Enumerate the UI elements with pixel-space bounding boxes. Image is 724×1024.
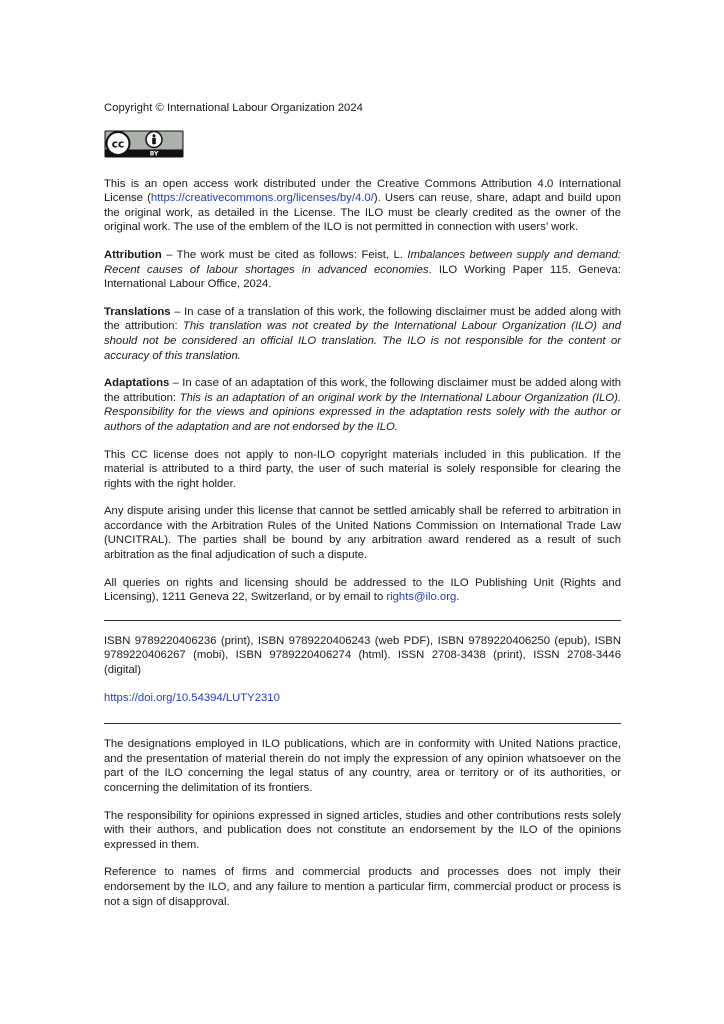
queries-text: All queries on rights and licensing should be addressed to the ILO Publishing Unit (Rights and Licensing), 1211 Geneva 22, Switzerland, or by email to [104, 576, 621, 604]
translations-text: – In case of a translation of this work, the following disclaimer must be added along with the attribution: [104, 305, 621, 333]
doi-link[interactable]: https://doi.org/10.54394/LUTY2310 [104, 691, 280, 704]
adaptations-paragraph [104, 376, 621, 434]
firms-disclaimer: Reference to names of firms and commercial products and processes does not imply their endorsement by the ILO, and any failure to mention a particular firm, commercial product or process is not a sign of disapproval. [104, 866, 621, 908]
person-icon-head [153, 134, 156, 137]
attribution-text-end: . ILO Working Paper 115. Geneva: International Labour Office, 2024. [104, 263, 621, 291]
adaptations-text: – In case of an adaptation of this work, the following disclaimer must be added along with the attribution: [104, 377, 621, 404]
attribution-paragraph [104, 248, 621, 292]
divider-top [104, 620, 621, 621]
copyright-page [104, 101, 621, 922]
attribution-text: – The work must be cited as follows: Feist, L. [161, 248, 408, 261]
queries-paragraph [104, 576, 621, 605]
isbn-paragraph: ISBN 9789220406236 (print), ISBN 9789220406243 (web PDF), ISBN 9789220406250 (epub), ISBN 9789220406267 (mobi), ISBN 9789220406274 (html). ISSN 2708-3438 (print), ISSN 2708-3446 (digital) [104, 634, 621, 677]
license-intro-text-end: ). Users can reuse, share, adapt and build upon the original work, as detailed in the License. The ILO must be clearly credited as the owner of the original work. The use of the emblem of the ILO is not permitted in connection with users’ work. [104, 192, 621, 234]
adaptations-label: Adaptations [104, 377, 170, 390]
translations-label: Translations [104, 305, 171, 318]
by-label: BY [149, 150, 159, 158]
copyright-notice: Copyright © International Labour Organization 2024 [104, 102, 363, 114]
translations-paragraph [104, 305, 621, 363]
cc-icon-text: cc [111, 138, 125, 151]
third-party-paragraph: This CC license does not apply to non-ILO copyright materials included in this publication. If the material is attributed to a third party, the user of such material is solely responsible for clearing the rights with the right holder. [104, 448, 621, 490]
attribution-title: Imbalances between supply and demand: Recent causes of labour shortages in advanced economies [104, 248, 621, 276]
person-icon-body [152, 137, 156, 144]
doi-line [104, 691, 621, 706]
adaptations-disclaimer: This is an adaptation of an original work by the International Labour Organization (ILO). Responsibility for the views and opinions expressed in the adaptation rests solely with the author or authors of the adaptation and are not endorsed by the ILO. [104, 391, 621, 433]
cc-by-license-badge [104, 130, 184, 158]
email-link[interactable]: rights@ilo.org [386, 591, 457, 604]
queries-text-end: . [456, 591, 460, 604]
dispute-paragraph: Any dispute arising under this license that cannot be settled amicably shall be referred to arbitration in accordance with the Arbitration Rules of the United Nations Commission on International Trade Law (UNCITRAL). The parties shall be bound by any arbitration award rendered as a result of such arbitration as the final adjudication of such a dispute. [104, 505, 621, 562]
designations-disclaimer: The designations employed in ILO publications, which are in conformity with United Nations practice, and the presentation of material therein do not imply the expression of any opinion whatsoever on the part of the ILO concerning the legal status of any country, area or territory or of its authorities, or concerning the delimitation of its frontiers. [104, 738, 621, 794]
responsibility-disclaimer: The responsibility for opinions expressed in signed articles, studies and other contributions rests solely with their authors, and publication does not constitute an endorsement by the ILO of the opinions expressed in them. [104, 809, 621, 851]
attribution-label: Attribution [104, 248, 162, 261]
translations-disclaimer: This translation was not created by the International Labour Organization (ILO) and should not be considered an official ILO translation. The ILO is not responsible for the content or accuracy of this translation. [104, 320, 621, 362]
license-link[interactable]: https://creativecommons.org/licenses/by/4.0/ [150, 192, 374, 205]
license-intro-text: This is an open access work distributed under the Creative Commons Attribution 4.0 International License ( [104, 177, 621, 205]
license-intro [104, 177, 621, 235]
divider-bottom [104, 723, 621, 724]
